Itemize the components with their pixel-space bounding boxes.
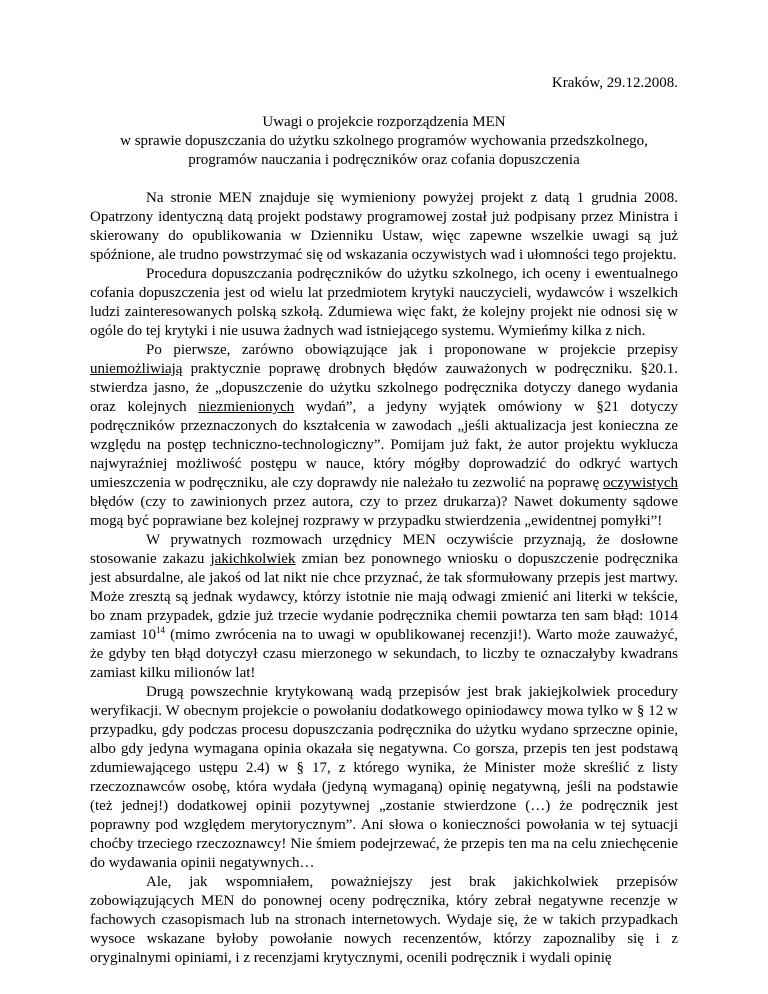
underlined-text: oczywistych [603, 475, 678, 491]
paragraph [90, 265, 678, 341]
underlined-text: niezmienionych [198, 399, 295, 415]
paragraph-text: zmian bez ponownego wniosku o dopuszczenie podręcznika jest absurdalne, ale jakoś od lat nikt nie chce przyznać, że tak sformułowany przepis jest martwy. Może zresztą są jednak wydawcy, którzy istotnie nie mają odwagi zmienić ani literki w tekście, bo znam przypadek, gdzie już trzecie wydanie podręcznika chemii powtarza ten sam błąd: 1014 zamiast 10 [90, 551, 678, 643]
paragraph-text: Drugą powszechnie krytykowaną wadą przepisów jest brak jakiejkolwiek procedury weryfikacji. W obecnym projekcie o powołaniu dodatkowego opiniodawcy mowa tylko w § 12 w przypadku, gdy podczas procesu dopuszczania podręcznika do użytku wydano sprzeczne opinie, albo gdy jedyna wymagana opinia okazała się negatywna. Co gorsza, przepis ten jest podstawą zdumiewającego ustępu 2.4) w § 17, z którego wynika, że Minister może skreślić z listy rzeczoznawców osobę, która wydała (jedyną wymaganą) opinię negatywną, jeśli na podstawie (też jednej!) dodatkowej opinii pozytywnej „zostanie stwierdzone (…) że podręcznik jest poprawny pod względem merytorycznym”. Ani słowa o konieczności powołania w tej sytuacji choćby trzeciego rzeczoznawcy! Nie śmiem podejrzewać, że przepis ten ma na celu zniechęcenie do wydawania opinii negatywnych… [90, 684, 678, 871]
paragraph [90, 341, 678, 531]
paragraph-text: Ale, jak wspomniałem, poważniejszy jest brak jakichkolwiek przepisów zobowiązujących MEN do ponownej oceny podręcznika, który zebrał negatywne recenzje w fachowych czasopismach lub na stronach internetowych. Wydaje się, że w takich przypadkach wysoce wskazane byłoby powołanie nowych recenzentów, którzy zapoznaliby się i z oryginalnymi opiniami, i z recenzjami krytycznymi, ocenili podręcznik i wydali opinię [90, 874, 678, 966]
paragraph [90, 531, 678, 683]
title-line-3: programów nauczania i podręczników oraz cofania dopuszczenia [188, 152, 580, 168]
title-line-2: w sprawie dopuszczania do użytku szkolnego programów wychowania przedszkolnego, [120, 133, 648, 149]
paragraph-text: (mimo zwrócenia na to uwagi w opublikowanej recenzji!). Warto może zauważyć, że gdyby ten błąd dotyczył czasu mierzonego w sekundach, to liczby te oznaczałyby kwadrans zamiast kilku milionów lat! [90, 627, 678, 681]
paragraph-text: wydań”, a jedyny wyjątek omówiony w §21 dotyczy podręczników przeznaczonych do kształcenia w zawodach „jeśli aktualizacja jest konieczna ze względu na postęp techniczno-technologiczny”. Pomijam już fakt, że autor projektu wyklucza najwyraźniej możliwość postępu w nauce, który mógłby doprowadzić do odkryć wartych umieszczenia w podręczniku, ale czy doprawdy nie należało tu zezwolić na poprawę [90, 399, 678, 491]
paragraph-text: Na stronie MEN znajduje się wymieniony powyżej projekt z datą 1 grudnia 2008. Opatrzony identyczną datą projekt podstawy programowej został już podpisany przez Ministra i skierowany do opublikowania w Dzienniku Ustaw, więc zapewne wszelkie uwagi są już spóźnione, ale trudno powstrzymać się od wskazania oczywistych wad i ułomności tego projektu. [90, 190, 678, 263]
document-date: Kraków, 29.12.2008. [551, 75, 678, 91]
paragraph [90, 873, 678, 968]
document-body [90, 189, 678, 968]
document-title [90, 113, 678, 170]
paragraph-text: Procedura dopuszczania podręczników do użytku szkolnego, ich oceny i ewentualnego cofania dopuszczenia jest od wielu lat przedmiotem krytyki nauczycieli, wydawców i wszelkich ludzi zainteresowanych polską szkołą. Zdumiewa więc fakt, że kolejny projekt nie odnosi się w ogóle do tej krytyki i nie usuwa żadnych wad istniejącego systemu. Wymieńmy kilka z nich. [90, 266, 678, 339]
paragraph-text: Po pierwsze, zarówno obowiązujące jak i proponowane w projekcie przepisy [146, 342, 678, 358]
paragraph [90, 189, 678, 265]
paragraph-text: W prywatnych rozmowach urzędnicy MEN oczywiście przyznają, że dosłowne stosowanie zakazu [90, 532, 678, 567]
underlined-text: uniemożliwiają [90, 361, 183, 377]
title-line-1: Uwagi o projekcie rozporządzenia MEN [262, 114, 506, 130]
underlined-text: jakichkolwiek [210, 551, 296, 567]
paragraph [90, 683, 678, 873]
superscript-text: 14 [155, 625, 165, 635]
paragraph-text: błędów (czy to zawinionych przez autora, czy to przez drukarza)? Nawet dokumenty sądowe mogą być poprawiane bez kolejnej rozprawy w przypadku stwierdzenia „ewidentnej pomyłki”! [90, 494, 678, 529]
paragraph-text: praktycznie poprawę drobnych błędów zauważonych w podręczniku. §20.1. stwierdza jasno, że „dopuszczenie do użytku szkolnego podręcznika dotyczy danego wydania oraz kolejnych [90, 361, 678, 415]
